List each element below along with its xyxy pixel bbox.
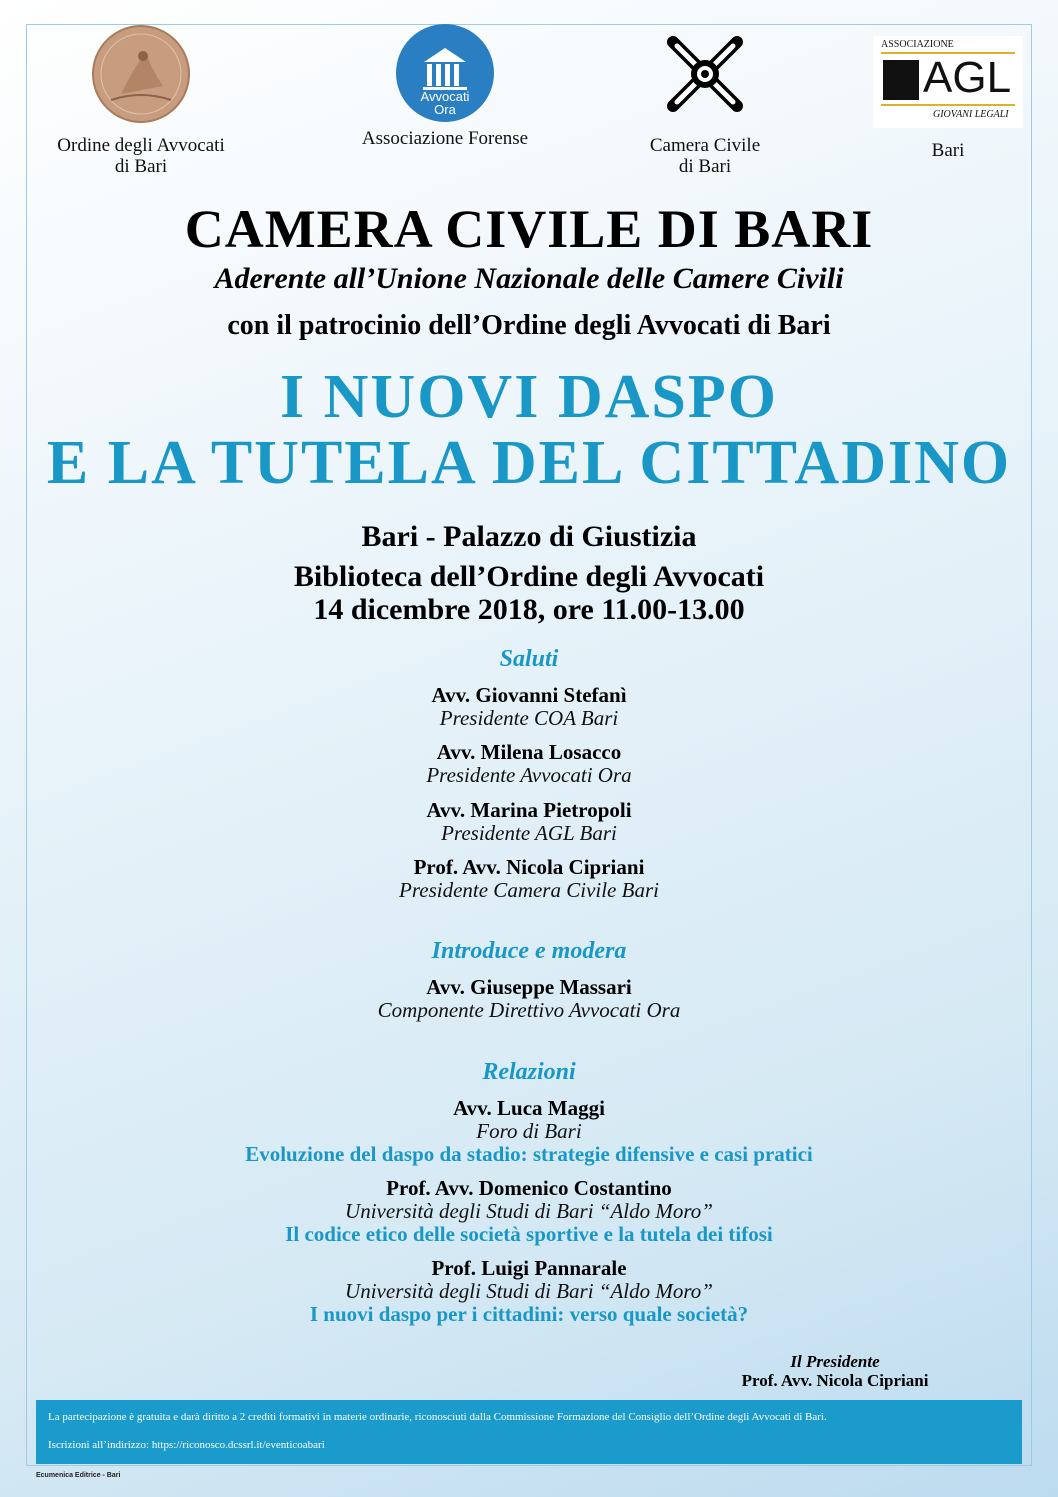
agl-mark-icon — [873, 36, 1023, 128]
logo-camera-civile — [600, 24, 810, 177]
moderatore-heading: Introduce e modera — [431, 938, 627, 964]
agl-bottom-rule — [881, 104, 1015, 106]
talk-topic: Il codice etico delle società sportive e la tutela dei tifosi — [285, 1222, 773, 1246]
ordine-seal-icon — [91, 24, 191, 124]
talk-topic: Evoluzione del daspo da stadio: strategie difensive e casi pratici — [245, 1142, 813, 1166]
event-datetime: 14 dicembre 2018, ore 11.00-13.00 — [313, 593, 745, 626]
saluti-name: Prof. Avv. Nicola Cipriani — [413, 855, 645, 879]
event-title-line-1: I NUOVI DASPO — [280, 363, 778, 431]
info-bar-registration: Iscrizioni all’indirizzo: https://riconosco.dcssrl.it/eventicoabari — [48, 1439, 325, 1451]
venue-line-1: Bari - Palazzo di Giustizia — [361, 520, 697, 553]
logo-avvocati-ora — [340, 24, 550, 149]
info-bar-credits: La partecipazione è gratuita e darà diritto a 2 crediti formativi in materie ordinarie, riconosciuti dalla Commissione Formazione del Consiglio dell’Ordine degli Avvocati di Bari. — [48, 1411, 827, 1423]
talk-affiliation: Foro di Bari — [476, 1119, 582, 1143]
footer-credit: Ecumenica Editrice - Bari — [36, 1472, 121, 1479]
subtitle: Aderente all’Unione Nazionale delle Camere Civili — [214, 262, 844, 295]
talk-affiliation: Università degli Studi di Bari “Aldo Moro” — [345, 1199, 713, 1223]
logo-agl-caption: Bari — [931, 140, 965, 161]
talk-1 — [0, 1097, 1058, 1166]
saluti-name: Avv. Milena Losacco — [436, 740, 622, 764]
agl-bottom-text: GIOVANI LEGALI — [933, 109, 1009, 120]
logo-agl — [868, 24, 1028, 161]
talk-speaker: Prof. Avv. Domenico Costantino — [386, 1176, 672, 1200]
talk-affiliation: Università degli Studi di Bari “Aldo Moro” — [345, 1279, 713, 1303]
saluti-person-4 — [0, 856, 1058, 902]
logo-avvocati-ora-caption: Associazione Forense — [361, 128, 529, 149]
camera-civile-emblem-icon — [655, 24, 755, 124]
talk-3 — [0, 1257, 1058, 1326]
moderatore-person — [0, 976, 1058, 1022]
logo-camera-caption-2: di Bari — [678, 156, 732, 177]
signature-title: Il Presidente — [790, 1352, 880, 1371]
saluti-person-3 — [0, 799, 1058, 845]
saluti-heading: Saluti — [499, 646, 559, 672]
saluti-role: Presidente Avvocati Ora — [426, 763, 632, 787]
relazioni-heading: Relazioni — [482, 1059, 576, 1085]
signature-name: Prof. Avv. Nicola Cipriani — [741, 1371, 929, 1390]
main-title: CAMERA CIVILE DI BARI — [184, 199, 874, 259]
moderatore-name: Avv. Giuseppe Massari — [426, 975, 632, 999]
avvocati-ora-text-1: Avvocati — [420, 89, 470, 104]
agl-big-text: AGL — [923, 53, 1012, 102]
saluti-role: Presidente AGL Bari — [441, 821, 617, 845]
logo-ordine-caption-2: di Bari — [114, 156, 168, 177]
agl-small-text: ASSOCIAZIONE — [881, 39, 954, 50]
saluti-name: Avv. Giovanni Stefanì — [431, 683, 627, 707]
venue-line-2: Biblioteca dell’Ordine degli Avvocati — [293, 560, 765, 593]
patronage: con il patrocinio dell’Ordine degli Avvocati di Bari — [227, 310, 831, 341]
saluti-name: Avv. Marina Pietropoli — [426, 798, 632, 822]
saluti-role: Presidente COA Bari — [439, 706, 619, 730]
saluti-person-2 — [0, 741, 1058, 787]
agl-flag-block — [883, 60, 919, 100]
event-title-line-2: E LA TUTELA DEL CITTADINO — [46, 429, 1012, 497]
avvocati-ora-badge-icon — [396, 24, 494, 122]
talk-speaker: Avv. Luca Maggi — [453, 1096, 605, 1120]
logo-camera-caption-1: Camera Civile — [649, 135, 761, 156]
talk-2 — [0, 1177, 1058, 1246]
saluti-role: Presidente Camera Civile Bari — [399, 878, 659, 902]
logo-ordine-caption-1: Ordine degli Avvocati — [57, 135, 225, 156]
avvocati-ora-text-2: Ora — [434, 102, 456, 117]
saluti-person-1 — [0, 684, 1058, 730]
info-bar — [36, 1400, 1022, 1464]
logo-ordine-avvocati — [36, 24, 246, 177]
moderatore-role: Componente Direttivo Avvocati Ora — [377, 998, 681, 1022]
talk-topic: I nuovi daspo per i cittadini: verso quale società? — [309, 1302, 749, 1326]
talk-speaker: Prof. Luigi Pannarale — [431, 1256, 627, 1280]
